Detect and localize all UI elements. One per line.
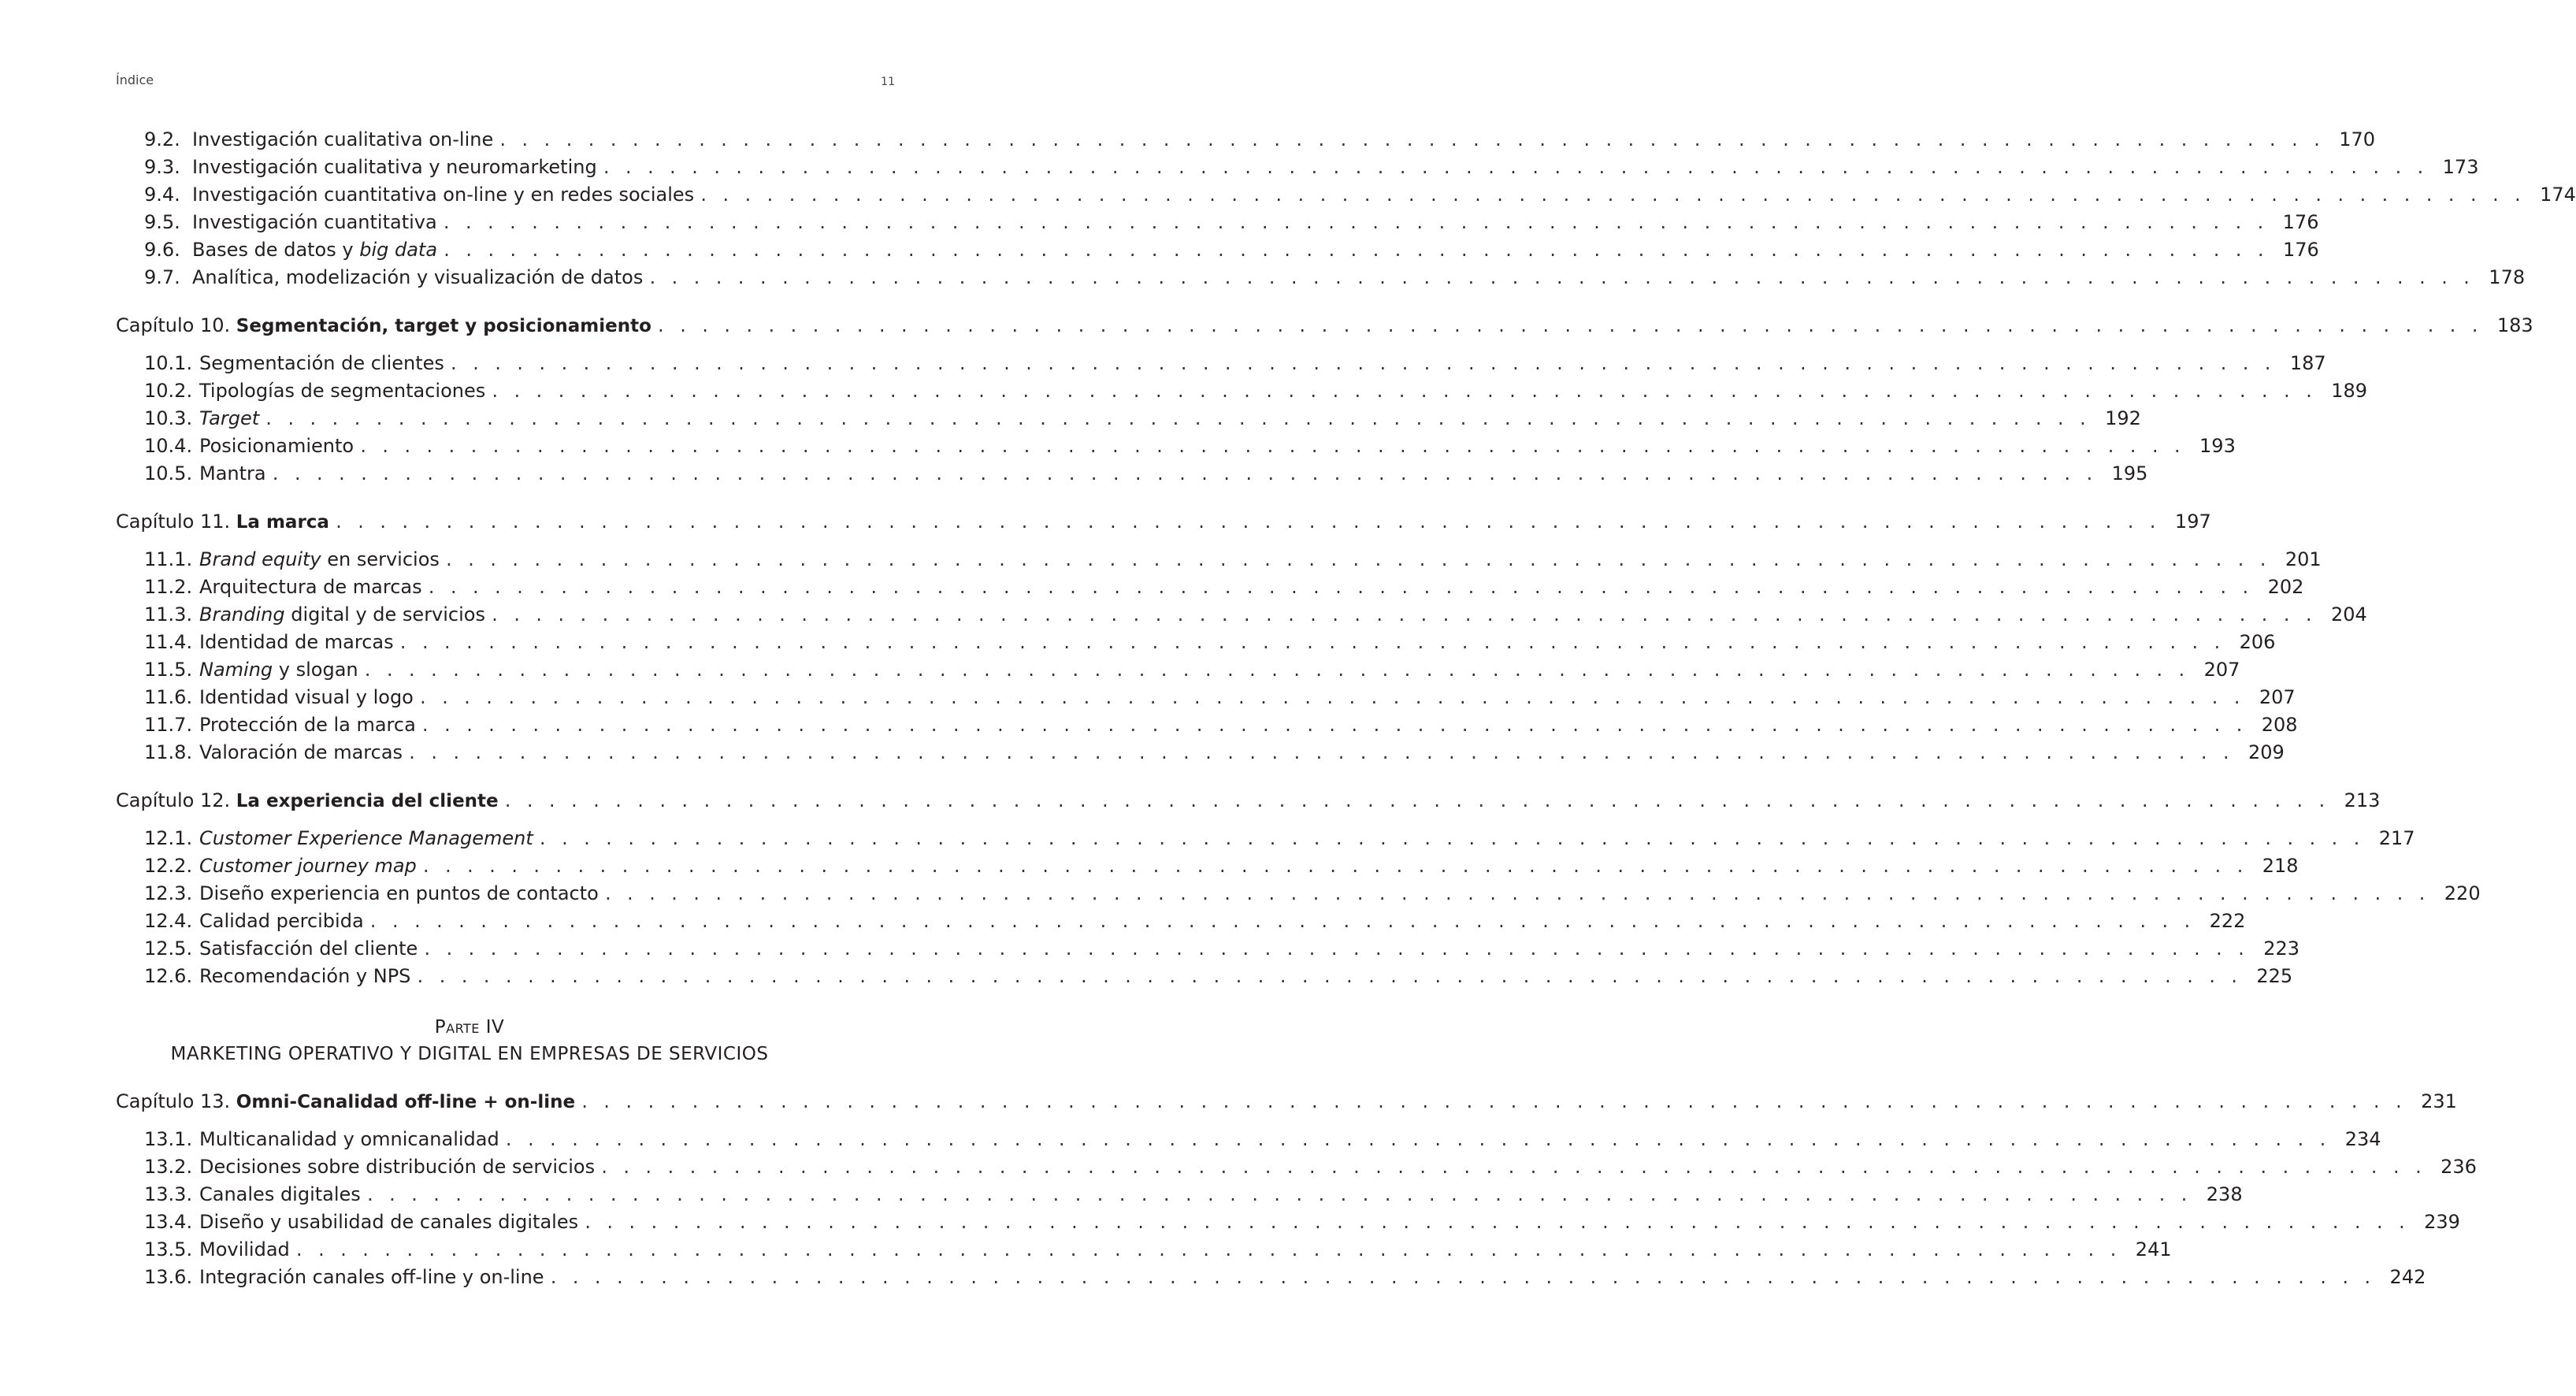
entry-number: 13.3. xyxy=(144,1183,193,1205)
entry-title: Posicionamiento xyxy=(199,435,354,457)
toc-entry xyxy=(116,264,2526,291)
dot-leader xyxy=(442,210,2267,237)
entry-title-italic: big data xyxy=(359,239,438,261)
entry-page: 173 xyxy=(2442,156,2479,178)
dot-leader xyxy=(583,1209,2408,1237)
dot-leader xyxy=(549,1264,2374,1292)
part-title: MARKETING OPERATIVO Y DIGITAL EN EMPRESAS DE SERVICIOS xyxy=(170,1044,769,1064)
entry-title: Movilidad xyxy=(199,1238,290,1260)
entry-page: 207 xyxy=(2203,659,2240,681)
entry-title: Investigación cualitativa on-line xyxy=(192,128,494,150)
entry-title: y slogan xyxy=(273,659,358,681)
entry-page: 206 xyxy=(2239,631,2276,653)
toc-entry xyxy=(116,377,2368,405)
entry-page: 209 xyxy=(2248,741,2285,763)
entry-number: 13.2. xyxy=(144,1156,193,1178)
entry-page: 192 xyxy=(2105,407,2141,429)
entry-number: 11.7. xyxy=(144,714,193,736)
entry-title: Mantra xyxy=(199,462,266,485)
entry-page: 195 xyxy=(2111,462,2148,485)
entry-number: 10.4. xyxy=(144,435,193,457)
dot-leader xyxy=(422,936,2248,963)
dot-leader xyxy=(699,182,2524,210)
toc-entry xyxy=(116,629,2276,656)
entry-number: 12.5. xyxy=(144,937,193,960)
entry-title: Investigación cuantitativa on-line y en redes sociales xyxy=(192,184,695,206)
entry-number: 11.1. xyxy=(144,548,193,570)
entry-number: 12.6. xyxy=(144,965,193,987)
entry-page: 218 xyxy=(2262,855,2299,877)
entry-number: 9.3. xyxy=(144,156,180,178)
entry-title: Diseño y usabilidad de canales digitales xyxy=(199,1211,579,1233)
entry-page: 201 xyxy=(2285,548,2322,570)
chapter-prefix: Capítulo 10. xyxy=(116,314,231,336)
entry-number: 13.1. xyxy=(144,1128,193,1150)
entry-title: Decisiones sobre distribución de servicios xyxy=(199,1156,596,1178)
entry-page: 208 xyxy=(2261,714,2298,736)
toc-entry xyxy=(116,739,2285,767)
dot-leader xyxy=(648,265,2473,292)
entry-title: Segmentación de clientes xyxy=(199,352,444,374)
toc-entry xyxy=(116,126,2375,154)
dot-leader xyxy=(599,1154,2425,1182)
dot-leader xyxy=(490,602,2315,629)
toc-entry xyxy=(116,236,2319,264)
entry-number: 9.6. xyxy=(144,239,180,261)
entry-title: en servicios xyxy=(321,548,440,570)
dot-leader xyxy=(603,881,2429,908)
chapter-page: 213 xyxy=(2344,789,2381,811)
entry-title: Integración canales off-line y on-line xyxy=(199,1266,544,1288)
chapter-page: 183 xyxy=(2496,314,2533,336)
chapter-page: 231 xyxy=(2421,1090,2457,1112)
entry-number: 10.2. xyxy=(144,380,193,402)
entry-page: 242 xyxy=(2389,1266,2426,1288)
entry-number: 11.3. xyxy=(144,603,193,626)
dot-leader xyxy=(415,963,2240,991)
toc-entry xyxy=(116,880,2481,908)
chapter-title: La marca xyxy=(236,512,329,533)
entry-page: 170 xyxy=(2339,128,2375,150)
entry-number: 12.3. xyxy=(144,882,193,904)
chapter-title: La experiencia del cliente xyxy=(236,791,499,811)
entry-number: 11.2. xyxy=(144,576,193,598)
entry-page: 178 xyxy=(2489,266,2526,288)
toc-entry xyxy=(116,825,2415,852)
entry-number: 9.2. xyxy=(144,128,180,150)
dot-leader xyxy=(363,657,2188,685)
entry-title-italic: Target xyxy=(199,407,260,429)
entry-title-italic: Customer journey map xyxy=(199,855,417,877)
chapter-heading xyxy=(116,310,2533,340)
toc-entry xyxy=(116,601,2367,629)
toc-entry xyxy=(116,574,2304,601)
entry-title: Recomendación y NPS xyxy=(199,965,411,987)
entry-title: digital y de servicios xyxy=(284,603,485,626)
entry-title: Multicanalidad y omnicanalidad xyxy=(199,1128,499,1150)
entry-page: 176 xyxy=(2282,211,2319,233)
entry-number: 10.5. xyxy=(144,462,193,485)
entry-title-italic: Branding xyxy=(199,603,285,626)
entry-title: Canales digitales xyxy=(199,1183,361,1205)
entry-page: 225 xyxy=(2256,965,2293,987)
chapter-heading xyxy=(116,507,2211,536)
part-label: Parte IV xyxy=(434,1017,505,1038)
chapter-prefix: Capítulo 11. xyxy=(116,511,231,533)
entry-page: 207 xyxy=(2259,686,2296,708)
dot-leader xyxy=(418,685,2244,712)
dot-leader xyxy=(295,1237,2120,1264)
toc-entry xyxy=(116,1236,2172,1264)
entry-page: 223 xyxy=(2263,937,2300,960)
dot-leader xyxy=(358,433,2184,461)
chapter-heading xyxy=(116,785,2381,815)
toc-entry xyxy=(116,1264,2426,1291)
entry-number: 11.4. xyxy=(144,631,193,653)
entry-page: 220 xyxy=(2444,882,2481,904)
toc-entry xyxy=(116,656,2240,684)
entry-title: Satisfacción del cliente xyxy=(199,937,418,960)
entry-page: 187 xyxy=(2289,352,2326,374)
dot-leader xyxy=(427,574,2252,602)
dot-leader xyxy=(421,712,2246,740)
entry-title-italic: Naming xyxy=(199,659,273,681)
entry-number: 13.6. xyxy=(144,1266,193,1288)
entry-number: 13.4. xyxy=(144,1211,193,1233)
toc-entry xyxy=(116,181,2576,209)
entry-title: Investigación cualitativa y neuromarketing xyxy=(192,156,597,178)
entry-title: Identidad de marcas xyxy=(199,631,394,653)
page-number: 11 xyxy=(881,76,895,88)
entry-number: 11.6. xyxy=(144,686,193,708)
entry-number: 10.3. xyxy=(144,407,193,429)
entry-page: 189 xyxy=(2331,380,2368,402)
toc-entry xyxy=(116,1181,2243,1209)
dot-leader xyxy=(334,507,2159,537)
entry-page: 241 xyxy=(2135,1238,2172,1260)
part-heading xyxy=(116,1014,823,1067)
entry-page: 234 xyxy=(2344,1128,2381,1150)
dot-leader xyxy=(407,740,2233,767)
dot-leader xyxy=(444,547,2270,574)
chapter-page: 197 xyxy=(2174,511,2211,533)
entry-number: 11.8. xyxy=(144,741,193,763)
chapter-prefix: Capítulo 13. xyxy=(116,1090,231,1112)
entry-title: Protección de la marca xyxy=(199,714,416,736)
entry-title: Arquitectura de marcas xyxy=(199,576,422,598)
dot-leader xyxy=(449,351,2274,378)
dot-leader xyxy=(366,1182,2191,1209)
dot-leader xyxy=(656,311,2481,341)
entry-number: 12.4. xyxy=(144,910,193,932)
toc-entry xyxy=(116,546,2322,574)
entry-title: Tipologías de segmentaciones xyxy=(199,380,486,402)
dot-leader xyxy=(399,629,2224,657)
entry-title: Investigación cuantitativa xyxy=(192,211,437,233)
dot-leader xyxy=(580,1087,2405,1117)
dot-leader xyxy=(369,908,2194,936)
toc-entry xyxy=(116,711,2298,739)
chapter-heading xyxy=(116,1086,2457,1116)
running-head: Índice xyxy=(116,72,154,87)
toc-entry xyxy=(116,908,2246,935)
entry-page: 174 xyxy=(2540,184,2576,206)
toc-entry xyxy=(116,1209,2460,1236)
dot-leader xyxy=(264,406,2089,433)
entry-number: 13.5. xyxy=(144,1238,193,1260)
entry-number: 9.7. xyxy=(144,266,180,288)
toc-entry xyxy=(116,209,2319,236)
entry-number: 9.5. xyxy=(144,211,180,233)
entry-page: 222 xyxy=(2209,910,2246,932)
entry-page: 202 xyxy=(2267,576,2304,598)
toc-entry xyxy=(116,963,2293,990)
entry-number: 12.2. xyxy=(144,855,193,877)
entry-page: 204 xyxy=(2330,603,2367,626)
entry-title: Bases de datos y xyxy=(192,239,360,261)
toc-entry xyxy=(116,154,2479,181)
toc-entry xyxy=(116,405,2141,433)
toc-entry xyxy=(116,1153,2477,1181)
chapter-prefix: Capítulo 12. xyxy=(116,789,231,811)
entry-page: 238 xyxy=(2206,1183,2243,1205)
entry-title: Calidad percibida xyxy=(199,910,364,932)
dot-leader xyxy=(490,378,2315,406)
entry-number: 11.5. xyxy=(144,659,193,681)
chapter-title: Segmentación, target y posicionamiento xyxy=(236,316,651,336)
dot-leader xyxy=(538,826,2363,853)
chapter-title: Omni-Canalidad off-line + on-line xyxy=(236,1092,576,1112)
entry-title: Valoración de marcas xyxy=(199,741,403,763)
entry-title-italic: Brand equity xyxy=(199,548,321,570)
dot-leader xyxy=(271,461,2096,488)
toc-entry xyxy=(116,433,2236,460)
toc-entry xyxy=(116,935,2300,963)
dot-leader xyxy=(503,786,2329,816)
entry-title: Identidad visual y logo xyxy=(199,686,414,708)
toc-entry xyxy=(116,1126,2381,1153)
table-of-contents xyxy=(116,126,2576,1291)
toc-entry xyxy=(116,350,2326,377)
entry-page: 239 xyxy=(2424,1211,2460,1233)
entry-title: Diseño experiencia en puntos de contacto xyxy=(199,882,599,904)
entry-page: 236 xyxy=(2441,1156,2477,1178)
toc-entry xyxy=(116,852,2299,880)
dot-leader xyxy=(421,853,2247,881)
entry-page: 193 xyxy=(2199,435,2236,457)
dot-leader xyxy=(498,127,2323,154)
entry-page: 176 xyxy=(2283,239,2319,261)
entry-title: Analítica, modelización y visualización de datos xyxy=(192,266,644,288)
toc-entry xyxy=(116,684,2296,711)
entry-title-italic: Customer Experience Management xyxy=(199,827,533,849)
entry-number: 9.4. xyxy=(144,184,180,206)
entry-page: 217 xyxy=(2378,827,2415,849)
dot-leader xyxy=(504,1127,2329,1154)
dot-leader xyxy=(442,237,2267,265)
entry-number: 10.1. xyxy=(144,352,193,374)
entry-number: 12.1. xyxy=(144,827,193,849)
dot-leader xyxy=(602,154,2427,182)
toc-entry xyxy=(116,460,2148,488)
